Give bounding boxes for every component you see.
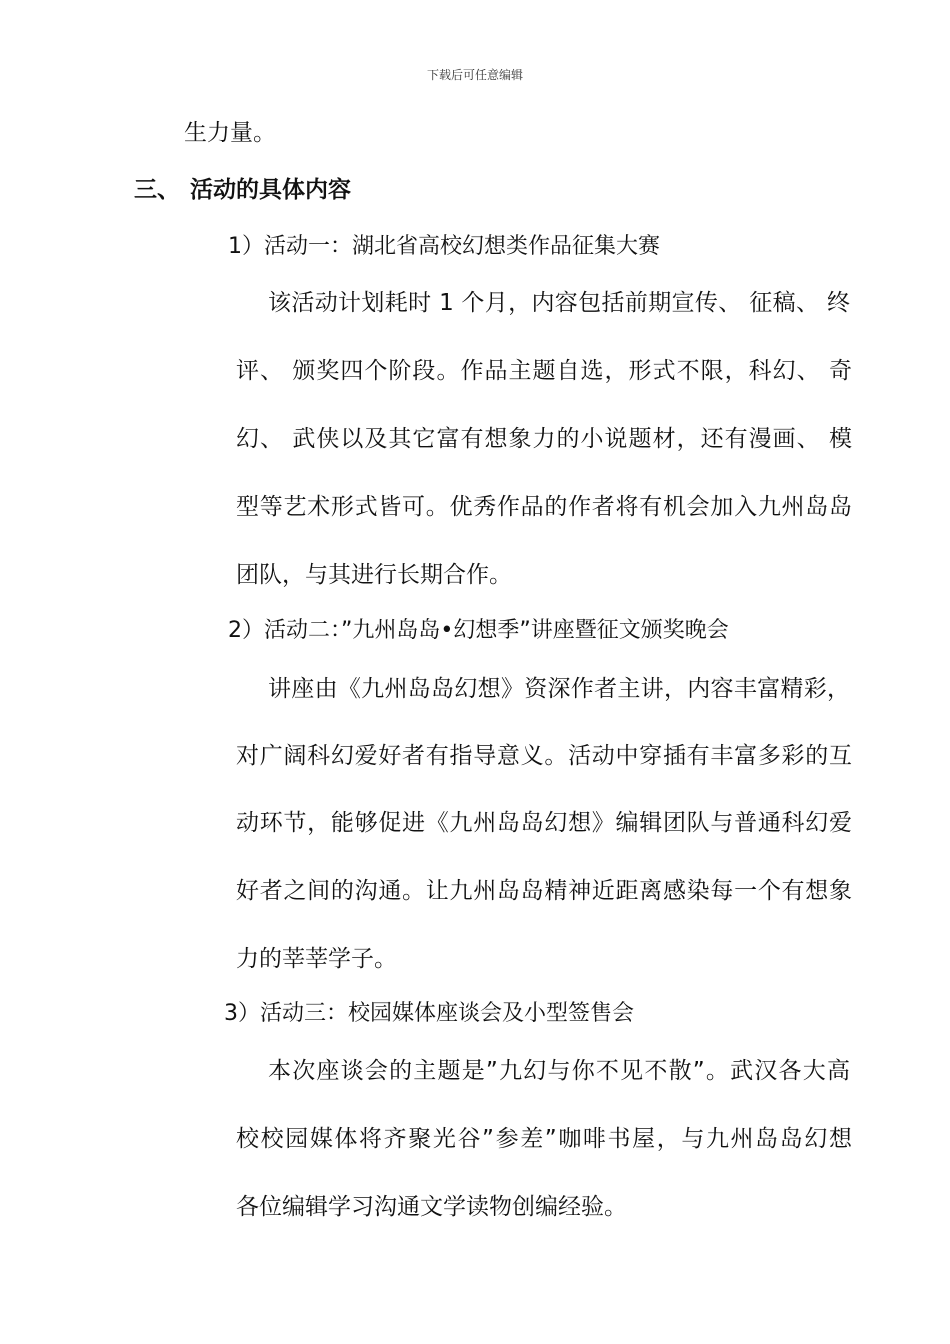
activity-1-line-4: 型等艺术形式皆可。优秀作品的作者将有机会加入九州岛岛 (236, 494, 852, 520)
activity-1-heading: 1）活动一：湖北省高校幻想类作品征集大赛 (228, 234, 660, 259)
page-header-note: 下载后可任意编辑 (426, 68, 523, 82)
activity-2-line-5: 力的莘莘学子。 (236, 946, 397, 972)
activity-1-line-1: 该活动计划耗时 1 个月，内容包括前期宣传、 征稿、 终 (268, 290, 850, 316)
activity-2-line-3: 动环节，能够促进《九州岛岛幻想》编辑团队与普通科幻爱 (236, 810, 852, 836)
section-number: 三、 (134, 177, 180, 203)
activity-2-line-1: 讲座由《九州岛岛幻想》资深作者主讲，内容丰富精彩， (268, 676, 850, 702)
activity-3-heading: 3）活动三：校园媒体座谈会及小型签售会 (224, 1001, 634, 1026)
activity-2-heading: 2）活动二：”九州岛岛•幻想季”讲座暨征文颁奖晚会 (228, 618, 729, 643)
activity-3-line-1: 本次座谈会的主题是”九幻与你不见不散”。武汉各大高 (268, 1058, 850, 1084)
activity-3-line-3: 各位编辑学习沟通文学读物创编经验。 (236, 1194, 627, 1220)
intro-tail-text: 生力量。 (184, 120, 276, 146)
activity-1-line-3: 幻、 武侠以及其它富有想象力的小说题材，还有漫画、 模 (236, 426, 852, 452)
section-title: 活动的具体内容 (190, 177, 351, 203)
activity-3-line-2: 校校园媒体将齐聚光谷”参差”咖啡书屋，与九州岛岛幻想 (236, 1126, 852, 1152)
activity-2-line-2: 对广阔科幻爱好者有指导意义。活动中穿插有丰富多彩的互 (236, 743, 852, 769)
activity-2-line-4: 好者之间的沟通。让九州岛岛精神近距离感染每一个有想象 (236, 878, 852, 904)
activity-1-line-2: 评、 颁奖四个阶段。作品主题自选，形式不限，科幻、 奇 (236, 358, 852, 384)
activity-1-line-5: 团队，与其进行长期合作。 (236, 562, 512, 588)
